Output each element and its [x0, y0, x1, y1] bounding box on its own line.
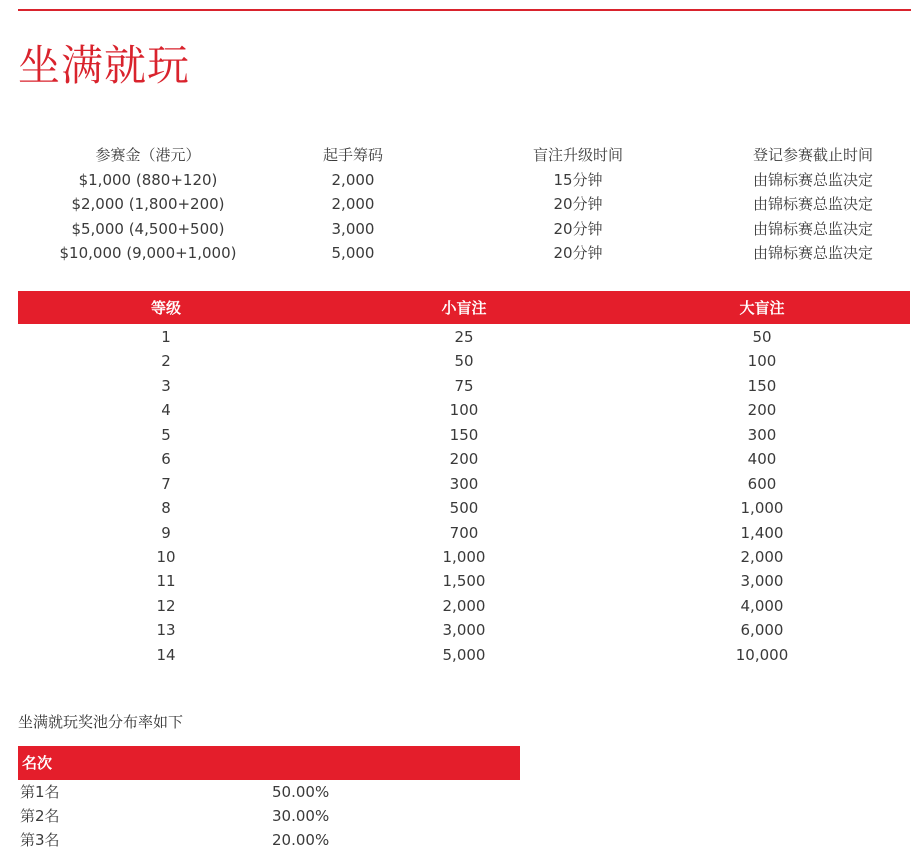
blind-level: 12 — [156, 596, 176, 615]
blind-row — [18, 349, 910, 373]
prize-row — [18, 828, 520, 852]
buyin-fee: $5,000 (4,500+500) — [71, 219, 225, 238]
blind-row — [18, 423, 910, 447]
buyin-level-time: 20分钟 — [553, 244, 603, 262]
blind-level: 10 — [156, 547, 176, 566]
buyin-header-late-reg: 登记参赛截止时间 — [752, 146, 873, 164]
prize-percent: 30.00% — [272, 807, 330, 825]
prize-percent: 50.00% — [272, 783, 330, 801]
buyin-row — [28, 192, 908, 217]
blind-header-level: 等级 — [150, 299, 181, 317]
blind-header-small-blind: 小盲注 — [441, 299, 487, 317]
blind-row — [18, 618, 910, 642]
small-blind: 1,500 — [442, 572, 486, 591]
buyin-table — [28, 143, 908, 266]
blind-row — [18, 569, 910, 593]
blind-level: 7 — [161, 474, 171, 493]
blind-row — [18, 521, 910, 545]
prize-percent: 20.00% — [272, 831, 330, 849]
small-blind: 50 — [454, 352, 474, 371]
blind-level: 14 — [156, 645, 176, 664]
prize-header-rank: 名次 — [22, 754, 53, 772]
blind-row — [18, 398, 910, 422]
small-blind: 150 — [449, 425, 479, 444]
blind-row — [18, 643, 910, 667]
blind-level: 2 — [161, 352, 171, 371]
small-blind: 700 — [449, 523, 479, 542]
buyin-fee: $1,000 (880+120) — [78, 170, 218, 189]
blind-row — [18, 325, 910, 349]
big-blind: 10,000 — [735, 645, 789, 664]
blind-level: 6 — [161, 450, 171, 469]
buyin-header-fee: 参赛金（港元） — [95, 146, 201, 164]
buyin-chips: 3,000 — [331, 219, 375, 238]
big-blind: 150 — [747, 376, 777, 395]
blind-row — [18, 472, 910, 496]
blind-level: 8 — [161, 499, 171, 518]
big-blind: 100 — [747, 352, 777, 371]
big-blind: 4,000 — [740, 596, 784, 615]
buyin-late-reg: 由锦标赛总监决定 — [752, 244, 873, 262]
blind-level: 5 — [161, 425, 171, 444]
big-blind: 400 — [747, 450, 777, 469]
big-blind: 200 — [747, 401, 777, 420]
small-blind: 2,000 — [442, 596, 486, 615]
buyin-level-time: 15分钟 — [553, 170, 603, 189]
blind-table-body — [18, 325, 910, 667]
big-blind: 2,000 — [740, 547, 784, 566]
buyin-level-time: 20分钟 — [553, 219, 603, 238]
small-blind: 5,000 — [442, 645, 486, 664]
small-blind: 300 — [449, 474, 479, 493]
blind-level: 11 — [156, 572, 176, 591]
blind-row — [18, 496, 910, 520]
buyin-chips: 2,000 — [331, 170, 375, 189]
page-title: 坐满就玩 — [18, 41, 191, 90]
big-blind: 50 — [752, 328, 772, 346]
buyin-late-reg: 由锦标赛总监决定 — [752, 219, 873, 238]
blind-row — [18, 374, 910, 398]
small-blind: 500 — [449, 499, 479, 518]
prize-rank: 第2名 — [20, 807, 60, 825]
buyin-fee: $2,000 (1,800+200) — [71, 195, 225, 213]
prize-table-header — [18, 746, 520, 780]
buyin-row — [28, 168, 908, 193]
prize-rank: 第1名 — [20, 783, 60, 801]
big-blind: 3,000 — [740, 572, 784, 591]
big-blind: 6,000 — [740, 621, 784, 640]
blind-table-header — [18, 291, 910, 324]
blind-level: 9 — [161, 523, 171, 542]
small-blind: 1,000 — [442, 547, 486, 566]
big-blind: 1,000 — [740, 499, 784, 518]
buyin-fee: $10,000 (9,000+1,000) — [59, 244, 237, 262]
blind-level: 13 — [156, 621, 176, 640]
blind-level: 4 — [161, 401, 171, 420]
buyin-chips: 2,000 — [331, 195, 375, 213]
top-divider — [18, 9, 911, 11]
buyin-late-reg: 由锦标赛总监决定 — [752, 195, 873, 213]
small-blind: 25 — [454, 328, 474, 346]
buyin-row — [28, 217, 908, 242]
small-blind: 200 — [449, 450, 479, 469]
big-blind: 1,400 — [740, 523, 784, 542]
small-blind: 3,000 — [442, 621, 486, 640]
blind-row — [18, 594, 910, 618]
buyin-header-chips: 起手筹码 — [322, 146, 383, 164]
buyin-level-time: 20分钟 — [553, 195, 603, 213]
buyin-header-level-time: 盲注升级时间 — [532, 146, 623, 164]
prize-row — [18, 804, 520, 828]
buyin-chips: 5,000 — [331, 244, 375, 262]
prize-section-title: 坐满就玩奖池分布率如下 — [18, 713, 184, 731]
small-blind: 75 — [454, 376, 474, 395]
small-blind: 100 — [449, 401, 479, 420]
prize-rank: 第3名 — [20, 831, 60, 849]
blind-row — [18, 545, 910, 569]
big-blind: 300 — [747, 425, 777, 444]
buyin-header-row — [28, 143, 908, 168]
big-blind: 600 — [747, 474, 777, 493]
buyin-late-reg: 由锦标赛总监决定 — [752, 170, 873, 189]
prize-row — [18, 780, 520, 804]
prize-table-body — [18, 780, 520, 852]
buyin-row — [28, 241, 908, 266]
blind-row — [18, 447, 910, 471]
blind-level: 3 — [161, 376, 171, 395]
blind-level: 1 — [161, 328, 171, 346]
blind-header-big-blind: 大盲注 — [739, 299, 785, 317]
